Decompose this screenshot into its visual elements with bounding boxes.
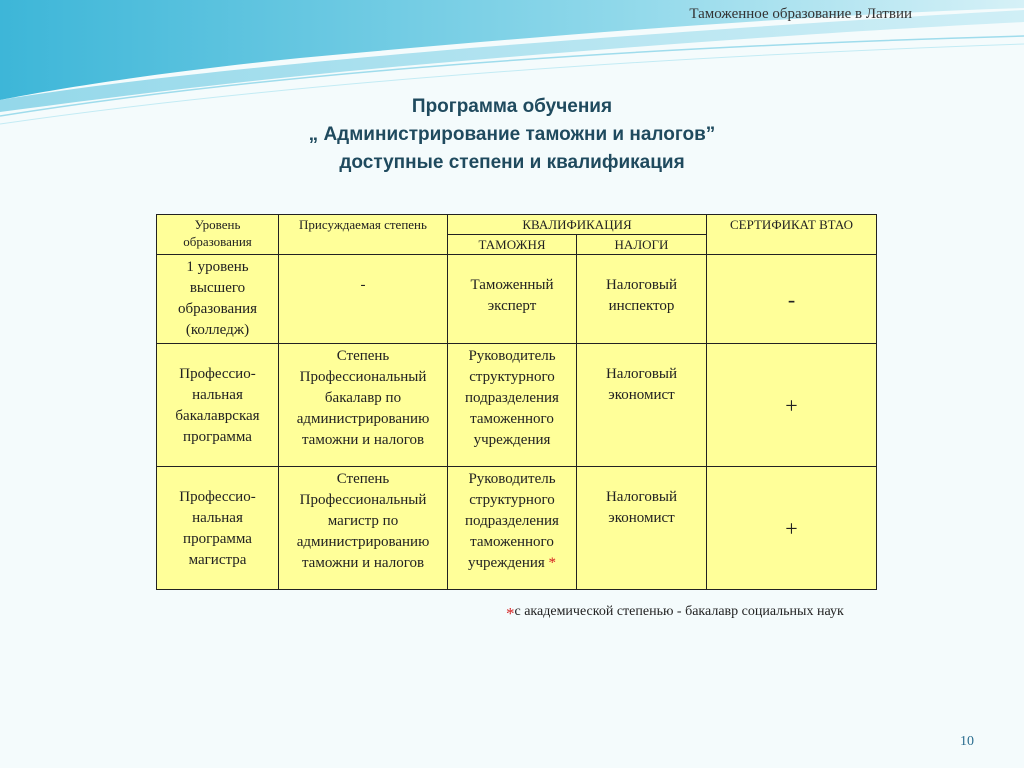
header-cell-customs: ТАМОЖНЯ (448, 235, 577, 255)
cell-certificate: - (707, 255, 877, 344)
qualification-table (156, 214, 877, 590)
cell-certificate: + (707, 344, 877, 467)
footnote-marker: * (548, 555, 557, 571)
footnote (506, 604, 844, 624)
cell-customs: Руководитель структурного подразделения таможенного учреждения (448, 344, 577, 467)
cell-taxes: Налоговый экономист (577, 344, 707, 467)
cell-customs (448, 467, 577, 590)
cell-level: Профессио-нальная программа магистра (157, 467, 279, 590)
header-cell-certificate: СЕРТИФИКАТ ВТАО (707, 215, 877, 255)
header-title: Таможенное образование в Латвии (689, 6, 912, 22)
page-number: 10 (960, 734, 974, 749)
table-row (157, 255, 877, 344)
header-cell-taxes: НАЛОГИ (577, 235, 707, 255)
cell-certificate: + (707, 467, 877, 590)
cell-customs: Таможенный эксперт (448, 255, 577, 344)
table-row (157, 467, 877, 590)
cell-degree: - (279, 255, 448, 344)
footnote-text: с академической степенью - бакалавр социальных наук (514, 604, 844, 619)
cell-taxes: Налоговый инспектор (577, 255, 707, 344)
slide-title (0, 93, 1024, 177)
header-cell-degree: Присуждаемая степень (279, 215, 448, 255)
header-cell-qualification: КВАЛИФИКАЦИЯ (448, 215, 707, 235)
cell-taxes: Налоговый экономист (577, 467, 707, 590)
cell-degree: Степень Профессиональный бакалавр по администрированию таможни и налогов (279, 344, 448, 467)
cell-degree: Степень Профессиональный магистр по администрированию таможни и налогов (279, 467, 448, 590)
slide-title-line-1: Программа обучения (411, 96, 613, 117)
footnote-marker: * (506, 604, 515, 623)
slide-title-line-2: „ Администрирование таможни и налогов” (308, 124, 716, 145)
header-cell-level: Уровень образования (157, 215, 279, 255)
slide-title-line-3: доступные степени и квалификация (339, 152, 685, 173)
table-row (157, 344, 877, 467)
cell-level: Профессио-нальная бакалаврская программа (157, 344, 279, 467)
cell-level: 1 уровень высшего образования (колледж) (157, 255, 279, 344)
cell-customs-text: Руководитель структурного подразделения таможенного учреждения (465, 471, 559, 571)
